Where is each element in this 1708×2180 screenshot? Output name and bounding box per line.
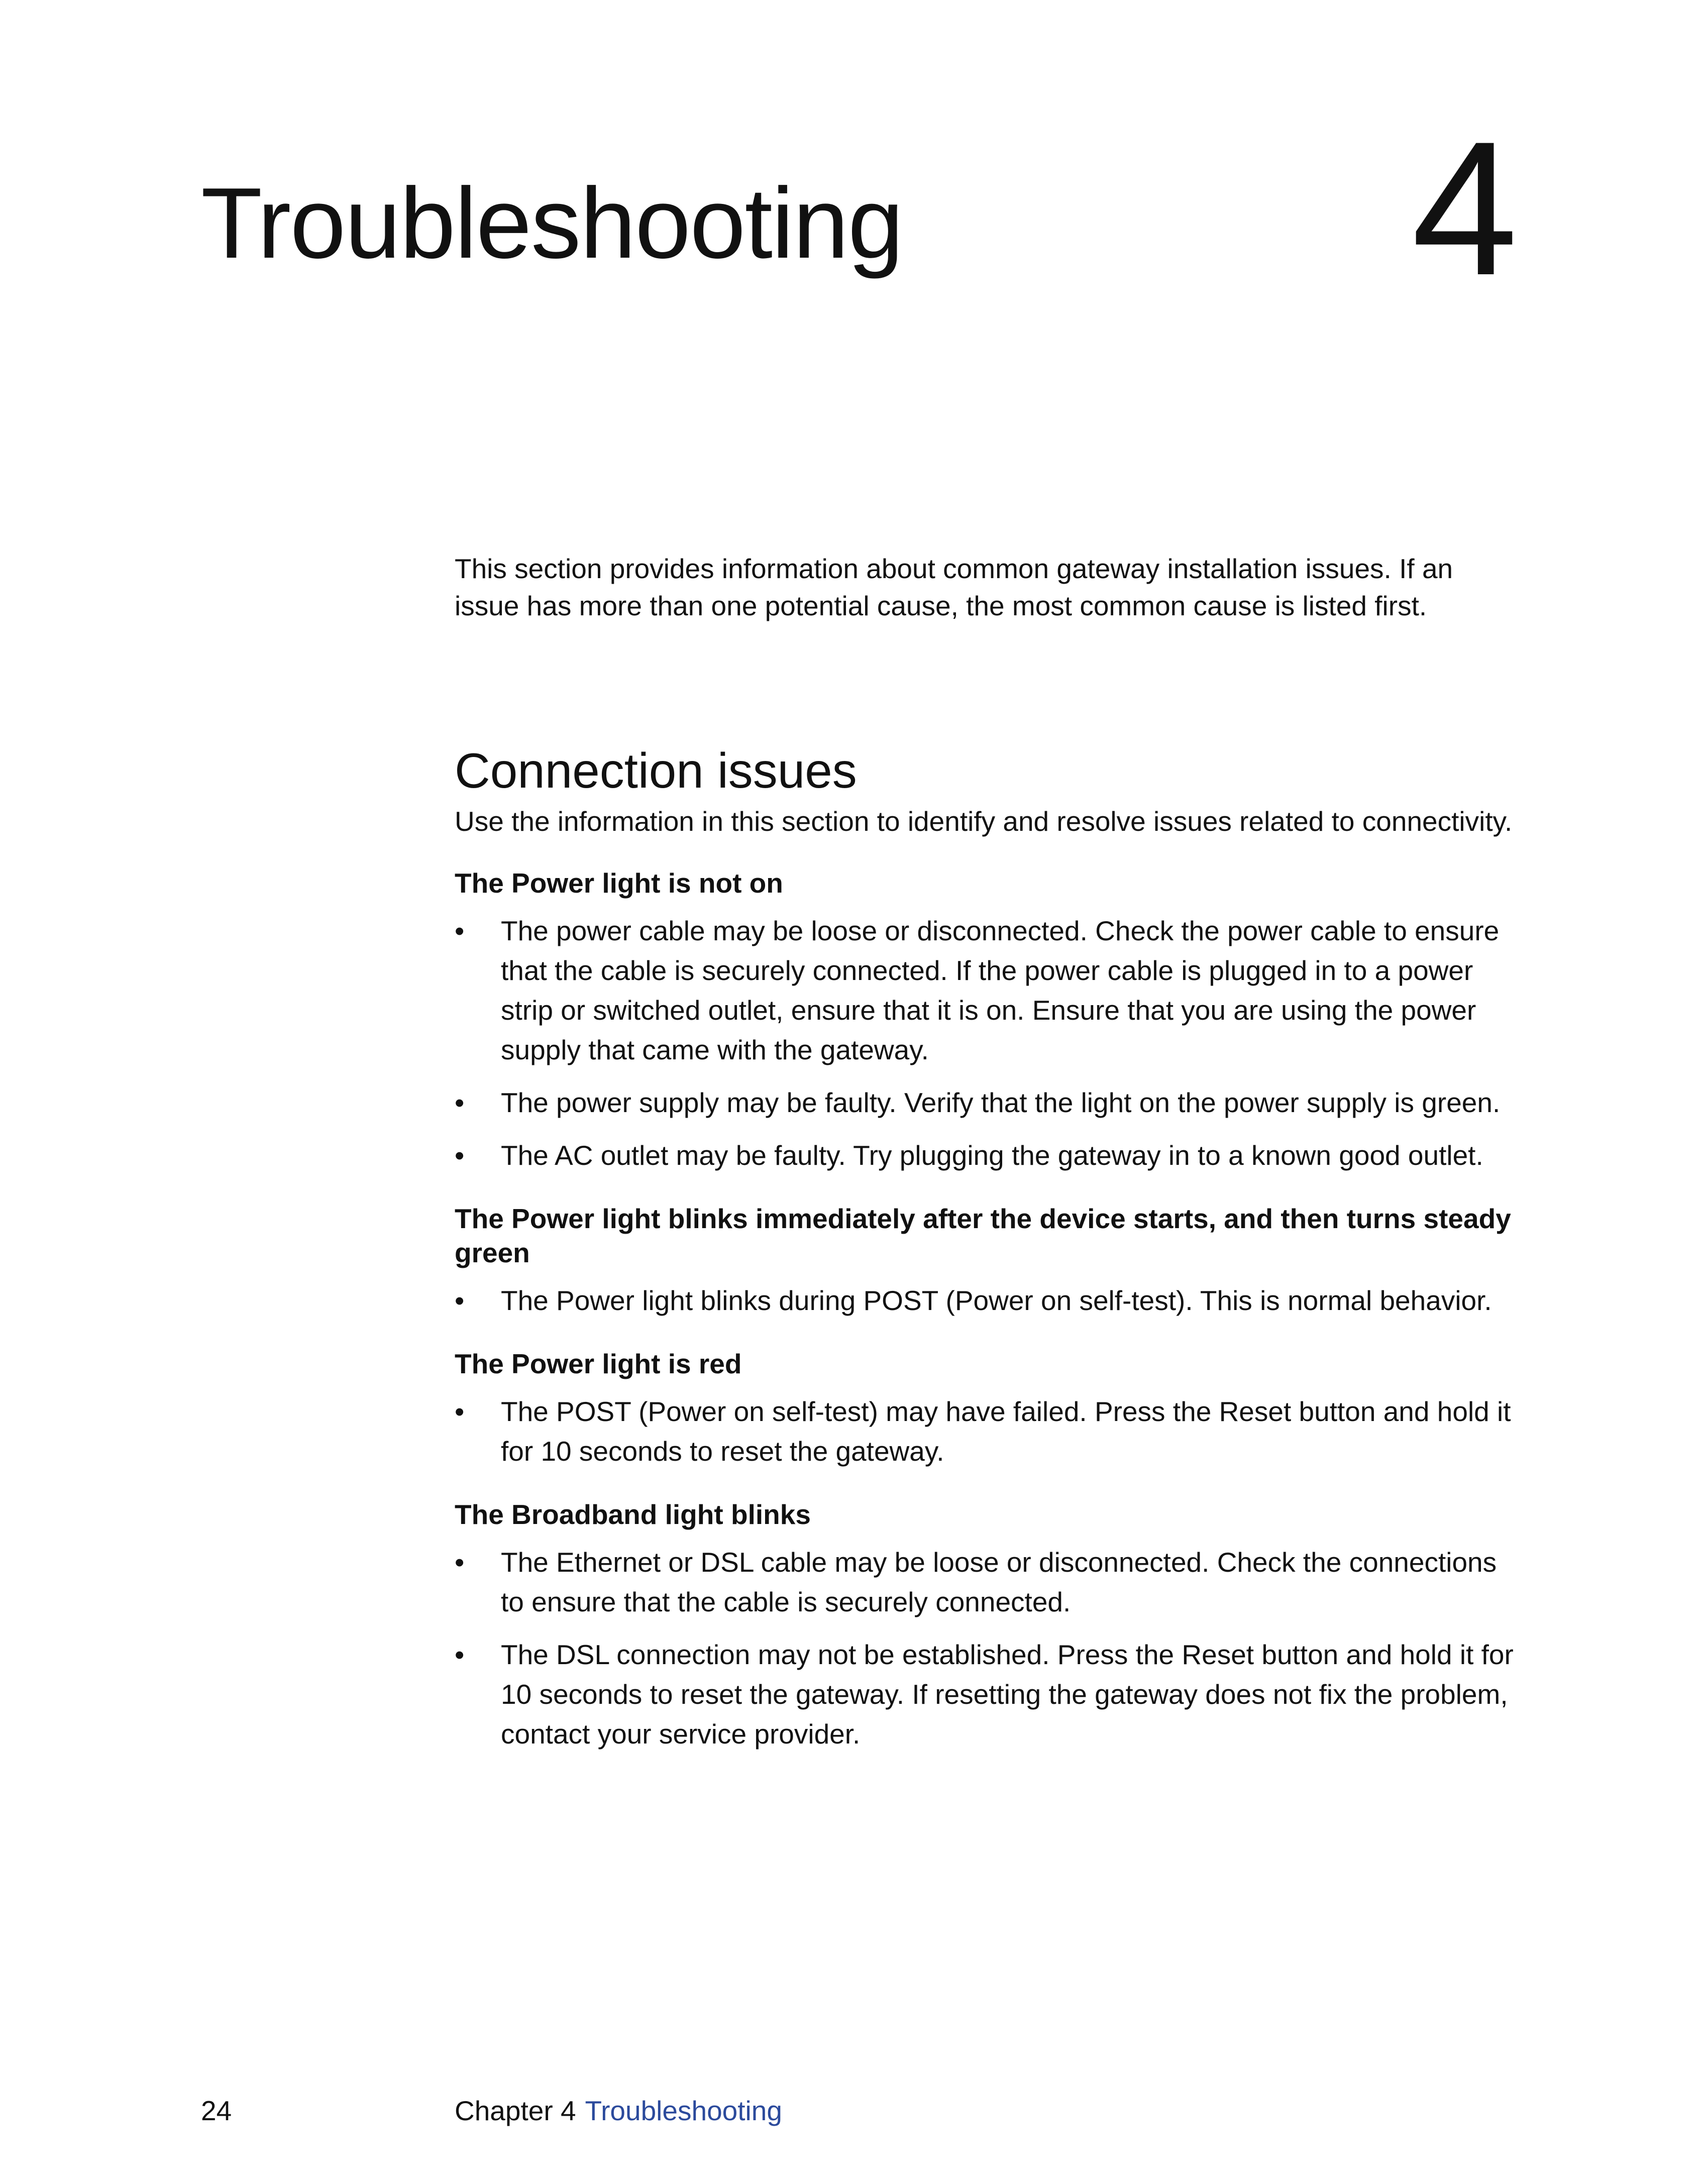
issue-list	[455, 911, 1525, 1175]
issue-power-light-blinks	[455, 1202, 1525, 1321]
list-item	[455, 1136, 1525, 1175]
bullet-icon: •	[455, 1546, 465, 1578]
intro-paragraph: This section provides information about common gateway installation issues. If an issue has more than one potential cause, the most common cause is listed first.	[455, 553, 1453, 621]
footer-chapter-link[interactable]: Troubleshooting	[585, 2095, 782, 2126]
list-item-text: The AC outlet may be faulty. Try plugging the gateway in to a known good outlet.	[501, 1139, 1483, 1171]
list-item	[455, 1392, 1525, 1471]
issue-title: The Broadband light blinks	[455, 1498, 811, 1530]
list-item-text: The POST (Power on self-test) may have failed. Press the Reset button and hold it for 10 seconds to reset the gateway.	[501, 1395, 1511, 1467]
list-item	[455, 1543, 1525, 1622]
issue-list	[455, 1543, 1525, 1754]
issue-list	[455, 1392, 1525, 1471]
list-item-text: The Power light blinks during POST (Power on self-test). This is normal behavior.	[501, 1284, 1492, 1316]
issue-power-light-red	[455, 1347, 1525, 1471]
list-item	[455, 1281, 1525, 1321]
main-content	[455, 550, 1525, 1767]
page-number: 24	[201, 2095, 232, 2126]
list-item-text: The power cable may be loose or disconnected. Check the power cable to ensure that the cable is securely connected. If the power cable is plugged in to a power strip or switched outlet, ensure that it is on. Ensure that you are using the power supply that came with the gateway.	[501, 915, 1500, 1065]
list-item	[455, 911, 1525, 1070]
issue-broadband-light-blinks	[455, 1497, 1525, 1754]
chapter-number: 4	[1412, 101, 1518, 315]
issue-list	[455, 1281, 1525, 1321]
bullet-icon: •	[455, 1284, 465, 1316]
bullet-icon: •	[455, 1086, 465, 1118]
section-title: Connection issues	[455, 743, 857, 798]
bullet-icon: •	[455, 915, 465, 946]
list-item	[455, 1083, 1525, 1123]
bullet-icon: •	[455, 1395, 465, 1427]
section-description: Use the information in this section to identify and resolve issues related to connectivity.	[455, 805, 1513, 837]
issue-title: The Power light is red	[455, 1348, 742, 1379]
list-item-text: The Ethernet or DSL cable may be loose or disconnected. Check the connections to ensure that the cable is securely connected.	[501, 1546, 1497, 1617]
issue-title: The Power light blinks immediately after the device starts, and then turns steady green	[455, 1203, 1511, 1268]
list-item	[455, 1635, 1525, 1754]
issue-title: The Power light is not on	[455, 867, 783, 899]
issue-power-light-not-on	[455, 866, 1525, 1175]
footer-chapter	[455, 2092, 782, 2129]
list-item-text: The DSL connection may not be established. Press the Reset button and hold it for 10 seconds to reset the gateway. If resetting the gateway does not fix the problem, contact your service provider.	[501, 1639, 1514, 1750]
bullet-icon: •	[455, 1139, 465, 1171]
footer-chapter-label: Chapter 4	[455, 2095, 576, 2126]
chapter-title: Troubleshooting	[201, 167, 903, 279]
list-item-text: The power supply may be faulty. Verify that the light on the power supply is green.	[501, 1086, 1501, 1118]
bullet-icon: •	[455, 1639, 465, 1670]
